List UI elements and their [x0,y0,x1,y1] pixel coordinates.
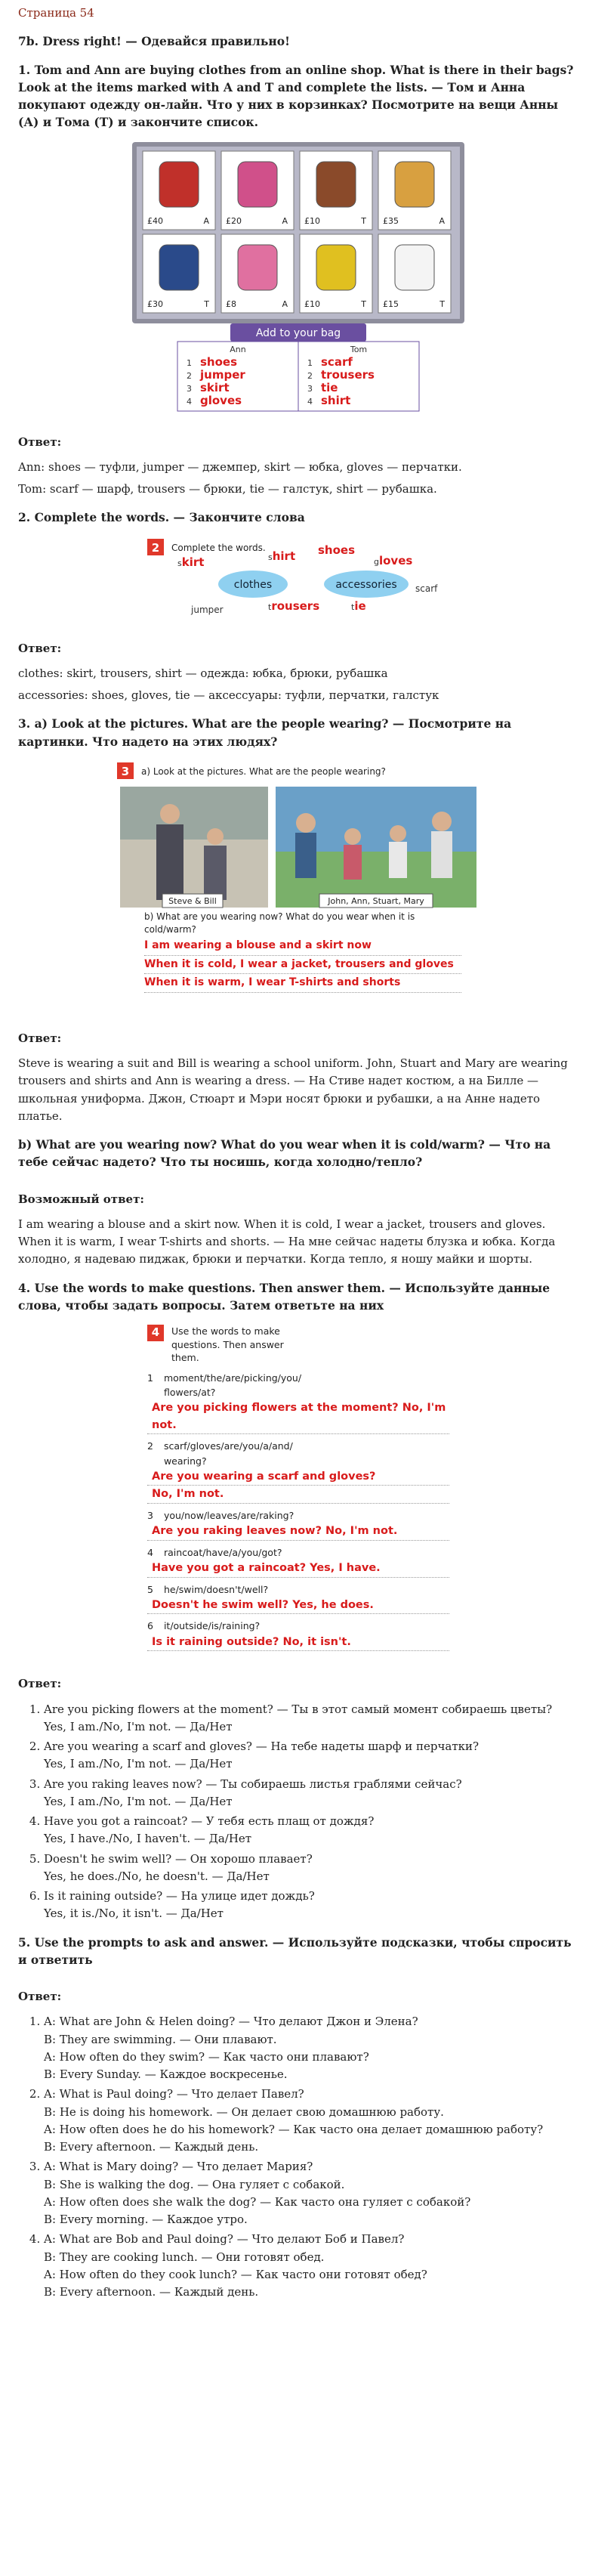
item-owner: A [282,298,288,309]
accessories-bubble-label: accessories [335,578,397,591]
task1-figure [18,142,578,414]
dialog-line: 2. A: What is Paul doing? — Что делает Павел? [44,2087,304,2101]
item-price: £10 [304,298,320,309]
ann-dress [344,845,362,880]
scarf-icon [316,162,356,207]
word-prefix: g [374,556,379,567]
dialog-line: B: They are cooking lunch. — Они готовят обед. [44,2250,325,2264]
add-bag-label: Add to your bag [255,326,341,339]
tom-bag-item: tie [321,380,338,394]
stuart-head [390,825,406,842]
word-prefix: s [268,552,273,562]
task3-fig-title-b: b) What are you wearing now? What do you wear when it is cold/warm? [144,911,415,935]
item-owner: A [439,215,445,226]
shop-illustration [132,142,464,414]
dialog-line: A: How often does she walk the dog? — Как часто она гуляет с собакой? [44,2194,471,2209]
prompt-number: 5 [147,1583,153,1595]
task3-answer-b: I am wearing a blouse and a skirt now. When it is cold, I wear a jacket, trousers and gloves. When it is warm, I wear T-shirts and shorts. — На мне сейчас надеты блузка и юбка. Когда холодно, я надеваю пиджак, брюки и перчатки. Когда тепло, я ношу майки и шорты. [18,1217,556,1266]
stuart-clothes [389,842,407,878]
dialog-line: 3. A: What is Mary doing? — Что делает Мария? [44,2160,313,2174]
prompt-words: raincoat/have/a/you/got? [163,1546,282,1558]
task4-prompts [147,1371,449,1652]
prompt-answer-handwritten: Doesn't he swim well? Yes, he does. [147,1597,449,1614]
word-prefix: t [268,601,272,612]
task2-answer-label: Ответ: [18,641,62,655]
task2-heading: 2. Complete the words. — Закончите слова [18,510,305,525]
answer-reply: Yes, it is./No, it isn't. — Да/Нет [44,1906,224,1921]
dialog-line: B: Every afternoon. — Каждый день. [44,2140,259,2154]
prompt-item [147,1582,449,1615]
caption-family: John, Ann, Stuart, Mary [328,895,424,906]
prompt-item [147,1545,449,1578]
dialog-line: B: Every morning. — Каждое утро. [44,2213,248,2226]
task3-number: 3 [121,764,130,778]
page-label: Страница 54 [18,6,94,20]
completed-word [268,599,319,613]
answer-question: 6. Is it raining outside? — На улице идет дождь? [44,1889,315,1903]
steve-bill-bg [120,787,268,840]
task5-dialogs [18,2013,578,2301]
bag-row-number: 2 [187,370,192,381]
bill-uniform [204,846,227,900]
item-price: £8 [226,298,236,309]
ann-bag-item: shoes [200,354,238,369]
ann-bag-item: skirt [200,380,230,394]
dialog-line: 1. A: What are John & Helen doing? — Что делают Джон и Элена? [44,2015,418,2029]
task3-part-b [144,911,461,1009]
shop-item[interactable] [143,234,215,313]
answer-item [44,1888,578,1923]
answer-reply: Yes, I am./No, I'm not. — Да/Нет [44,1719,233,1733]
tom-bag-item: trousers [321,367,375,382]
completed-word [351,599,366,613]
dialog-line: A: How often do they cook lunch? — Как часто они готовят обед? [44,2267,427,2281]
shop-item[interactable] [300,151,372,230]
word-jumper: jumper [191,604,224,615]
task5-answer-label: Ответ: [18,1990,62,2003]
bag-row-number: 1 [307,357,313,368]
prompt-number: 6 [147,1620,153,1632]
ann-bag-item: jumper [200,367,245,382]
task4-fig-title: Use the words to make questions. Then answer them. [171,1325,284,1363]
item-price: £15 [383,298,399,309]
shop-item[interactable] [221,234,294,313]
hand-line-1: I am wearing a blouse and a skirt now [144,937,461,956]
task1-answer-ann: Ann: shoes — туфли, jumper — джемпер, skirt — юбка, gloves — перчатки. [18,459,462,474]
task2-answer-clothes: clothes: skirt, trousers, shirt — одежда: юбка, брюки, рубашка [18,666,388,680]
task4-exercise [147,1325,449,1656]
shoes-icon [159,162,199,207]
prompt-answer-handwritten: Are you wearing a scarf and gloves? [147,1468,449,1486]
prompt-item [147,1439,449,1504]
answer-item [44,1701,578,1736]
item-owner: A [282,215,288,226]
word-handwritten: loves [378,553,413,567]
task4-answer-label: Ответ: [18,1677,62,1691]
item-owner: T [439,298,445,309]
prompt-number: 2 [147,1440,153,1452]
shop-item[interactable] [378,234,451,313]
item-price: £20 [226,215,242,226]
skirt-icon [395,162,434,207]
task1-answer-label: Ответ: [18,434,62,449]
shop-item[interactable] [300,234,372,313]
mary-clothes [431,831,452,878]
task4-heading: 4. Use the words to make questions. Then answer them. — Используйте данные слова, чтобы задать вопросы. Затем ответьте на них [18,1280,550,1313]
task3-fig-title-a: a) Look at the pictures. What are the people wearing? [141,765,386,777]
mary-head [432,812,452,831]
dialog-line: A: How often do they swim? — Как часто они плавают? [44,2049,369,2064]
item-price: £35 [383,215,399,226]
answer-item [44,1738,578,1774]
tom-title: Tom [350,344,368,354]
item-owner: T [361,298,366,309]
dialog-line: B: She is walking the dog. — Она гуляет с собакой. [44,2177,345,2191]
task4-number: 4 [147,1325,164,1341]
task4-figure [18,1325,578,1656]
prompt-words: moment/the/are/picking/you/ flowers/at? [163,1371,302,1398]
dialog-item [44,2013,578,2083]
prompt-number: 4 [147,1546,153,1558]
steve-head [160,804,180,824]
word-handwritten: kirt [181,555,205,569]
tom-bag-item: scarf [321,354,353,369]
task3-answer-a: Steve is wearing a suit and Bill is wearing a school uniform. John, Stuart and Mary are wearing trousers and shirts and Ann is wearing a dress. — На Стиве надет костюм, а на Билле — школьная униформа. Джон, Стюарт и Мэри носят брюки и рубашки, а на Анне надето платье. [18,1056,568,1123]
tie-icon [316,245,356,290]
dialog-line: B: Every Sunday. — Каждое воскресенье. [44,2067,288,2081]
words-diagram [147,537,449,620]
trousers-icon [159,245,199,290]
item-price: £30 [147,298,163,309]
bag-row-number: 1 [187,357,192,368]
shop-item[interactable] [143,151,215,230]
word-handwritten: shoes [318,543,356,557]
tom-bag-item: shirt [321,393,351,407]
task3-figure [18,761,578,1010]
prompt-item [147,1371,449,1435]
task5-heading: 5. Use the prompts to ask and answer. — Используйте подсказки, чтобы спросить и ответить [18,1934,572,1967]
answer-question: 3. Are you raking leaves now? — Ты собираешь листья граблями сейчас? [44,1777,462,1791]
clothes-bubble-label: clothes [233,578,273,591]
item-owner: T [204,298,209,309]
answer-item [44,1851,578,1886]
task2-answer-accessories: accessories: shoes, gloves, tie — аксессуары: туфли, перчатки, галстук [18,688,439,702]
prompt-number: 3 [147,1509,153,1521]
shop-item[interactable] [378,151,451,230]
prompt-answer-handwritten: Is it raining outside? No, it isn't. [147,1634,449,1651]
dialog-item [44,2158,578,2228]
bill-head [207,828,224,845]
task3-possible-label: Возможный ответ: [18,1192,144,1206]
item-price: £10 [304,215,320,226]
ann-bag-item: gloves [200,393,242,407]
shirt-icon [395,245,434,290]
prompt-answer-handwritten: No, I'm not. [147,1486,449,1503]
task4-answers [18,1701,578,1923]
dialog-line: A: How often does he do his homework? — Как часто она делает домашнюю работу? [44,2122,544,2136]
answer-reply: Yes, he does./No, he doesn't. — Да/Нет [44,1869,270,1883]
dialog-item [44,2231,578,2301]
prompt-number: 1 [147,1371,153,1384]
prompt-item [147,1508,449,1541]
bag-row-number: 3 [187,383,192,394]
hand-line-3: When it is warm, I wear T-shirts and shorts [144,974,461,993]
answer-reply: Yes, I have./No, I haven't. — Да/Нет [44,1832,252,1846]
word-handwritten: rousers [271,598,320,613]
task2-number: 2 [151,540,160,555]
answer-question: 5. Doesn't he swim well? — Он хорошо плавает? [44,1851,313,1866]
task3-heading-b: b) What are you wearing now? What do you wear when it is cold/warm? — Что на тебе сейчас надето? Что ты носишь, когда холодно/тепло? [18,1137,551,1170]
completed-word [268,549,295,563]
answer-question: 1. Are you picking flowers at the moment? — Ты в этот самый момент собираешь цветы? [44,1702,553,1716]
john-clothes [295,833,316,878]
word-prefix: t [351,601,355,612]
ann-head [344,828,361,845]
gloves-icon [238,245,277,290]
shop-item[interactable] [221,151,294,230]
dialog-line: 4. A: What are Bob and Paul doing? — Что делают Боб и Павел? [44,2232,405,2247]
answer-question: 4. Have you got a raincoat? — У тебя есть плащ от дождя? [44,1814,375,1828]
task2-figure [18,537,578,620]
bag-row-number: 3 [307,383,313,394]
word-scarf: scarf [415,583,438,594]
prompt-answer-handwritten: Are you picking flowers at the moment? No, I'm not. [147,1399,449,1434]
bag-row-number: 4 [307,396,313,407]
prompt-answer-handwritten: Have you got a raincoat? Yes, I have. [147,1560,449,1577]
jumper-icon [238,162,277,207]
task1-answer-tom: Tom: scarf — шарф, trousers — брюки, tie — галстук, shirt — рубашка. [18,482,437,496]
item-owner: T [361,215,366,226]
section-title: 7b. Dress right! — Одевайся правильно! [18,34,290,49]
answer-question: 2. Are you wearing a scarf and gloves? — На тебе надеты шарф и перчатки? [44,1739,480,1753]
word-prefix: s [177,558,182,568]
prompt-words: scarf/gloves/are/you/a/and/ wearing? [163,1440,293,1467]
prompt-words: you/now/leaves/are/raking? [163,1509,294,1521]
dialog-line: B: They are swimming. — Они плавают. [44,2032,277,2046]
people-illustration [117,761,480,1010]
steve-suit [156,824,183,900]
item-owner: A [203,215,209,226]
answer-item [44,1776,578,1811]
answer-item [44,1813,578,1848]
bag-row-number: 4 [187,396,192,407]
answer-reply: Yes, I am./No, I'm not. — Да/Нет [44,1757,233,1771]
john-head [296,813,316,833]
prompt-words: it/outside/is/raining? [163,1620,261,1632]
dialog-line: B: He is doing his homework. — Он делает свою домашнюю работу. [44,2104,444,2119]
completed-word [318,543,355,557]
answer-reply: Yes, I am./No, I'm not. — Да/Нет [44,1794,233,1808]
task2-fig-title: Complete the words. [171,542,266,553]
ann-title: Ann [230,344,246,354]
hand-line-2: When it is cold, I wear a jacket, trousers and gloves [144,955,461,974]
task1-heading: 1. Tom and Ann are buying clothes from an online shop. What is there in their bags? Look at the items marked with A and T and complete the lists. — Том и Анна покупают одежду он-лайн. Что у них в корзинках? Посмотрите на вещи Анны (А) и Тома (Т) и закончите список. [18,62,574,130]
word-handwritten: hirt [272,549,296,563]
bag-row-number: 2 [307,370,313,381]
prompt-words: he/swim/doesn't/well? [163,1583,269,1595]
prompt-answer-handwritten: Are you raking leaves now? No, I'm not. [147,1523,449,1540]
dialog-item [44,2086,578,2156]
completed-word [374,554,412,567]
task3-answer-label: Ответ: [18,1031,62,1045]
caption-steve-bill: Steve & Bill [168,895,217,906]
dialog-line: B: Every afternoon. — Каждый день. [44,2285,259,2299]
word-handwritten: ie [354,598,366,613]
task3-heading-a: 3. a) Look at the pictures. What are the people wearing? — Посмотрите на картинки. Что надето на этих людях? [18,716,512,749]
completed-word [177,555,204,569]
prompt-item [147,1619,449,1651]
item-price: £40 [147,215,163,226]
